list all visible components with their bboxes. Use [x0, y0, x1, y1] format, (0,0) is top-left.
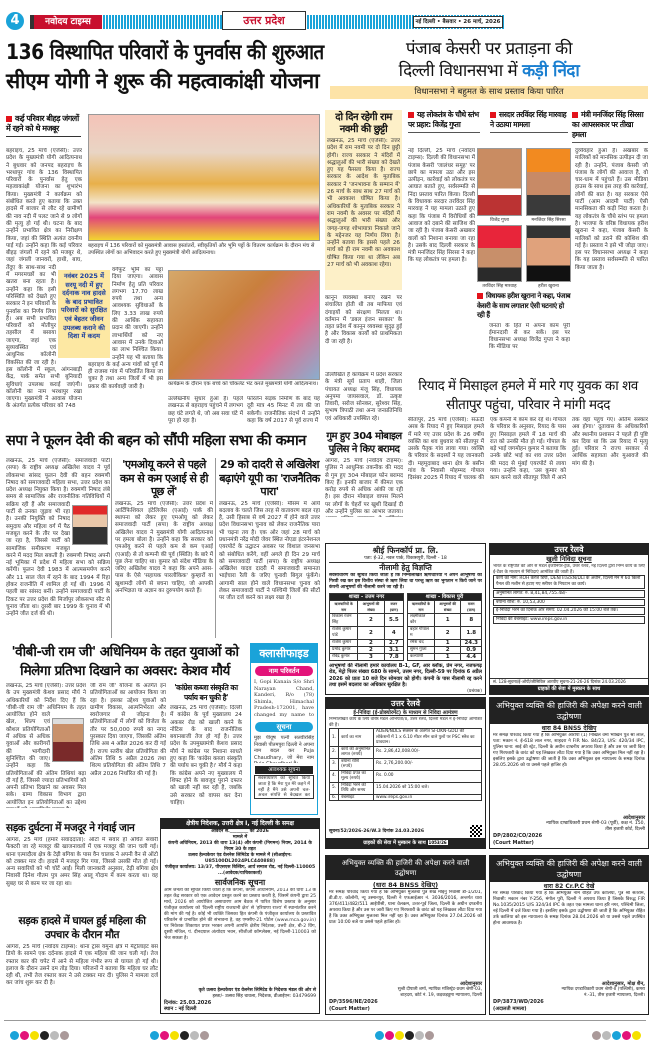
- road-accident-body: आगरा, 25 मार्च (हमारे संवाददाता): ऑटो में सवार हो अचिंत सवारी फैक्टरी जा रहे मजदूर की खाजनावलों में एक मजदूर की जान चली गई। थाना एत्मादौला क्षेत्र के टेढ़ी बगिया के पास वैन चालक ने अपनी वैन से ऑटो को टक्कर मार दी। हादसे में मजदूर गिर गया, जिससे उसकी मौत हो गई। अन्य सवारियों को भी चोटें आईं। मिली जानकारी अनुसार, टेढ़ी बगिया क्षेत्र निवासी दिनेश गौतम पुत्र अमर सिंह आलू गोदाम में काम करता था। वह सुबह घर से काम पर जा रहा था।: [6, 837, 158, 887]
- section-title: उत्तर प्रदेश: [222, 11, 306, 30]
- qr-code-icon: [470, 825, 482, 837]
- auction-cell: 2: [358, 614, 384, 627]
- rail-ad-items: [490, 575, 648, 678]
- portrait-harish-khurana: [526, 225, 571, 282]
- lead-headline-line-2: सीएम योगी ने शुरू की महत्वाकांक्षी योजना: [6, 69, 320, 93]
- dadri-headline: 29 को दादरी से अखिलेश बढ़ाएंगे यूपी का 'राजनैतिक पारा': [219, 458, 320, 498]
- woman-accident-body: आगरा, 25 मार्च (नवोदय टाइम्स): थाना ट्रांस यमुना क्षेत्र में मेट्रोलाइट बस डिपो के सामने एक दर्दनाक हादसे में एक महिला की जान चली गई। तेज रफ्तार कार की चपेट में आने से महिला गंभीर रूप से घायल हो गई थी। इलाज के दौरान उसने दम तोड़ दिया। परिजनों ने बताया कि महिला घर लौट रही थी, तभी तेज रफ्तार कार ने उसे टक्कर मार दी। पुलिस ने मामला दर्ज कर जांच शुरू कर दी है।: [6, 944, 158, 987]
- mou-body: लखनऊ, 25 मार्च (एजेंसी): उत्तर प्रदेश में आर्टिफिशियल इंटेलिजेंस (एआई) पार्क की स्थापना को लेकर हुए एमओयू को लेकर समाजवादी पार्टी (सपा) के राष्ट्रीय अध्यक्ष अखिलेश यादव ने मुख्यमंत्री योगी आदित्यनाथ पर हमला बोला है। उन्होंने कहा कि सरकार को एमओयू करने से पहले कम से कम एआई (एआई) से तो कम्पनी की पूर्व (स्थिति) के बारे में पूछ लेना चाहिए था। कुमार को संदेश मीडिया के जरिए अखिलेश यादव ने कहा कि अपने आस-पास के ऐसे 'सहायक पारलौकिक' कुम्हारों या खुशामदी लोगों से बचना चाहिए, जो आपकी अनभिज्ञता या अज्ञान का दुरुपयोग करते हैं।: [115, 500, 213, 595]
- auction-cell: 1: [434, 654, 461, 661]
- court-ad-title: अभियुक्त व्यक्ति की हाजिरी की अपेक्षा करने वाली उद्घोषणा: [490, 698, 648, 724]
- vbg-headline-line-1: 'वीबी-जी राम जी' अधिनियम के तहत युवाओं को: [11, 644, 239, 660]
- auction-cell: प्रमोद कुमार: [330, 647, 358, 654]
- auction-cell: लक्ष्मीकांत कौर: [408, 614, 435, 627]
- auction-cell: 1: [434, 640, 461, 647]
- court3-ad-section: धारा 82 Cr.P.C देखें: [543, 883, 595, 890]
- auction-cell: 2.7: [384, 640, 403, 647]
- auction-cell: 7.8: [384, 654, 403, 661]
- court-ad-matter: (Court Matter): [493, 840, 534, 846]
- tender-item: अनुमानित लागत: रु. 8,41,84,755.48/-: [493, 590, 645, 598]
- court-proclamation-ad-1: [489, 697, 649, 849]
- tender-row: [330, 770, 482, 782]
- road-accident-headline: सड़क दुर्घटना में मजदूर ने गंवाई जान: [6, 822, 135, 834]
- auction-cell: राजेश कुमार पांडे: [330, 627, 358, 640]
- col-header: ऋणधारियों के नाम: [330, 601, 358, 614]
- mca-public-notice-ad: [160, 818, 320, 1014]
- mou-headline: 'एमओयू करने से पहले कम से कम एआई से ही पूछ लें': [120, 458, 208, 498]
- tender-item: निविदा की वेबसाइट: www.ireps.gov.in: [493, 616, 645, 624]
- classified-tag-notice: सूचना: [255, 722, 313, 732]
- vbg-headline: [6, 643, 244, 681]
- auction-row: [408, 640, 482, 647]
- lead-photo-event: [88, 114, 320, 241]
- finecorp-address: पता: ई-32, नवल पार्क, विकासपुरी, दिल्ली - 18: [329, 556, 482, 563]
- mobiles-headline: गुम हुए 304 मोबाइल पुलिस ने किए बरामद: [326, 431, 402, 455]
- court2-ad-body: मेरे समक्ष परिवाद किया गया है कि अभियुक्त मुजतबा पुत्र शेख मोइनु निवासी डी-1/201, डी.डी.ए. कॉलोनी, न्यू उस्मानपुर, दिल्ली ने एफआईआर नं. 3036/2016, अन्तर्गत धारा 376/411/482/511 आईपीसी, थाना वेलकम, उत्तर-पूर्व जिला, दिल्ली के अधीन दण्डनीय अपराध किया है और उस पर जारी किए गए गिरफ्तारी के वारंट को यह लिखकर लौटा दिया गया है कि उक्त अभियुक्त मुजतबा मिल नहीं रहा है। उक्त अभियुक्त दिनांक 27.04.2026 को प्रातः 10:00 बजे या उससे पहले हाजिर हो।: [329, 890, 482, 925]
- court-ad-section: धारा 84 BNSS देखिए: [541, 725, 597, 732]
- rail2-ad-intro: निम्नलिखित कार्य के लिये वरिष्ठ मंडल अभियंता/II, उत्तर रेलवे, दिल्ली मंडल ने ई-निविदा आमंत्रित की है।: [329, 717, 482, 728]
- auction-row: [408, 627, 482, 640]
- tender-row: [330, 758, 482, 770]
- court2-ad-sign: आदेशानुसार: [460, 981, 482, 988]
- rail-ad-subtitle: खुली निविदा सूचना: [546, 555, 592, 563]
- lead-body-2-text: वर्गफुट भूमि का पट्टा दिया जाएगा। आवास निर्माण हेतु प्रति परिवार लगभग 17.70 लाख रुपये तथा अन्य आवश्यक सुविधाओं के लिए 3.33 लाख रुपये की आर्थिक सहायता प्रदान की जाएगी। उन्होंने लाभार्थियों को नए आवास में उनके दिवाओं का लाभ निश्चित किया। उन्होंने यह भी बताया कि बहराइच के कई अन्य गांवों को पूर्व में ही राजस्व गांव में परिवर्तित किया जा चुका है तथा अन्य जिलों में भी इस प्रकार की कार्यवाही जारी है।: [88, 267, 163, 390]
- auction-cell: 2: [434, 627, 461, 640]
- road-news-column: [6, 821, 158, 1015]
- mca-notice-title: सार्वजनिक सूचना: [214, 878, 266, 887]
- mca-line: उत्सव हेल्थकेयर एंड वेलनेस लिमिटेड के मामले में (सीआईएन: U85100DL2024PLC440888): [188, 853, 292, 864]
- classified-notice-1: I, Gopi Kanaia S/o Shri Narayan Chand, Kanderi, R/o (78) Shimla, Himachal Pradesh-172001, have changed my name to: [254, 679, 314, 718]
- mobiles-story: [325, 430, 403, 517]
- mca-signatory: कृते उत्सव हेल्थकेयर एंड वेलनेस लिमिटेड के निदेशक मंडल की ओर से: [198, 988, 316, 993]
- pk-headline-highlight: कड़ी निंदा: [522, 61, 580, 81]
- color-registration-marks: [150, 1025, 210, 1044]
- col-header: आभूषणों की संख्या: [434, 601, 461, 614]
- congress-quote-story: [170, 683, 242, 808]
- color-registration-marks: [375, 1025, 435, 1044]
- pk-headline-line-1: पंजाब केसरी पर प्रताड़ना की: [405, 39, 573, 59]
- pk-mid-story: [477, 292, 572, 374]
- rail2-ad-title: उत्तर रेलवे: [326, 698, 485, 709]
- lead-headline: [6, 38, 324, 96]
- ram-navami-headline: दो दिन रहेगी राम नवमी की छुट्टी: [335, 112, 392, 135]
- auction-cell: 4: [384, 627, 403, 640]
- tender-cell: 15.04.2026 को 15:00 बजे।: [374, 782, 482, 794]
- mca-date: दिनांक: 25.03.2026: [164, 1000, 212, 1006]
- congress-quote-body: लखनऊ, 25 मार्च (एजेंसी): दिल्ली में कांग्रेस के पूर्व मुख्यालय 24 अकबर रोड को खाली करने के नोटिस के बाद राजनीतिक बयानबाजी तेज हो गई है। उत्तर प्रदेश के उपमुख्यमंत्री केशव प्रसाद मौर्य ने कांग्रेस पर निशाना साधते हुए कहा कि 'कांग्रेस कब्जा संस्कृति की पर्याय बन चुकी है।' मौर्य ने कहा कि कांग्रेस अपने नए मुख्यालय में शिफ्ट होने के बावजूद पुराने दफ्तर को खाली नहीं कर रही है, जबकि उसे सरकार को वापस कर देना चाहिए।: [170, 705, 242, 806]
- branch-heading: शाखा - उत्तम नगर: [330, 594, 404, 601]
- portrait-manjinder-sirsa: [526, 148, 571, 216]
- auction-cell: 2: [358, 627, 384, 640]
- rail-ad-ref: सं. 128-सूचना/ई-ओपी/जीसिविल आरपीए सूचना-21-26-26 दिनांक 24.03.2026: [490, 678, 648, 685]
- sp-body-text: लखनऊ, 25 मार्च (एजेंसी): समाजवादी पार्टी (सपा) के राष्ट्रीय अध्यक्ष अखिलेश यादव ने पूर्व लोकसभा सांसद फूलन देवी की बहन रुक्मणी निषाद को समाजवादी महिला सभा, उत्तर प्रदेश का प्रदेश अध्यक्ष नियुक्त किया है। रुक्मणी निषाद लंबे समय से सामाजिक और राजनीतिक गतिविधियों में सक्रिय रही हैं और समाजवादी पार्टी से उनका जुड़ाव भी रहा है। उनकी नियुक्ति को निषाद समुदाय और महिला वर्ग में पैठ मजबूत करने के तौर पर देखा जा रहा है, जिससे पार्टी को सामाजिक समीकरण मजबूत करने में मदद मिल सकती है। रुक्मणी निषाद अपनी नई भूमिका में प्रदेश में महिला सभा को सक्रिय करेंगी। फूलन देवी 1983 में आत्मसमर्पण करने और 11 साल जेल में रहने के बाद 1994 में रिहा होकर राजनीति में शामिल हो गई थीं। 1996 में पहली बार सांसद बनीं। उन्होंने समाजवादी पार्टी के टिकट पर उत्तर प्रदेश की मिर्जापुर लोकसभा सीट से चुनाव जीता था। दूसरी बार 1999 के चुनाव में भी उन्होंने जीत दर्ज की थी।: [6, 458, 110, 618]
- tender-row: [330, 746, 482, 758]
- paper-logo: नवोदय टाइम्स: [30, 15, 102, 29]
- auction-cell: 0.9: [461, 647, 482, 654]
- tender-row: [330, 794, 482, 801]
- col-header: वजन (ग्राम): [384, 601, 403, 614]
- mca-signatory-name: हस्ता/- उत्सव सिंह चावला, निदेशक, डीआईएन: 03479699: [212, 994, 316, 999]
- court2-ad-code: DP/3596/NE/2026: [329, 999, 378, 1005]
- auction-row: [330, 647, 404, 654]
- ram-navami-body: लखनऊ, 25 मार्च (एजेंसी): उत्तर प्रदेश में राम नवमी पर दो दिन छुट्टी होगी। राज्य सरकार ने मंदिरों में श्रद्धालुओं की भारी संख्या को देखते हुए यह फैसला किया है। राज्य सरकार के आदेश के मुताबिक सरकार ने 'जनभावना के सम्मान में' 26 मार्च के साथ साथ 27 मार्च को भी अवकाश घोषित किया है। अधिकारियों के मुताबिक सरकार ने राम नवमी के अवसर पर मंदिरों में श्रद्धालुओं की भारी संख्या और जगह-जगह शोभायात्रा निकाले जाने के मद्देनजर यह निर्णय लिया है। उन्होंने बताया कि इससे पहले 26 मार्च को ही राम नवमी का अवकाश घोषित किया गया था लेकिन अब 27 मार्च को भी अवकाश रहेगा।: [327, 138, 400, 269]
- pk-col-1-body: नई दिल्ली, 25 मार्च (नवोदय टाइम्स): दिल्ली की विधानसभा में पंजाब केसरी 'जालंधर समूह' पर छापे का मामला उठा और इस उत्पीड़न, कार्रवाई को लोकतंत्र पर आघात बताते हुए, सर्वसम्मति से निंदा प्रस्ताव पारित किया। दिल्ली के विधायक सरदार तरविंदर सिंह मारवाह ने यह मामला उठाते हुए कहा कि पंजाब में विरोधियों की आवाज को दबाने की साजिश की जा रही है। पंजाब केसरी अखबार वालों को निशाना बनाया जा रहा है। उसके बाद दिल्ली सरकार के मंत्री मनजिंदर सिंह सिरसा ने कहा कि यह लोकतंत्र पर हमला है।: [408, 148, 475, 264]
- tender-cell: 3.: [330, 758, 339, 770]
- finecorp-footer: आभूषणों की नीलामी हमारे कार्यालय B-1, GF, आर ब्लॉक, प्रेम नगर, नजफगढ़ रोड, मेट्रो पिलर संख्या 680 के सामने, उत्तम नगर, दिल्ली-59 पर दिनांक 6 अप्रैल 2026 को प्रातः 10 बजे दिन सोमवार को होगी। कंपनी के पास नीलामी रद्द करने तथा इसमें बदलाव का अधिकार सुरक्षित है।: [329, 663, 482, 689]
- vbg-headline-line-2: मिलेगा प्रतिभा दिखाने का अवसर: केशव मौर्य: [20, 663, 230, 679]
- pk-headline-line-2-text: दिल्ली विधानसभा में: [398, 61, 523, 81]
- dadri-story: [219, 458, 320, 638]
- portrait-tarvinder-marwah: [477, 225, 522, 282]
- color-registration-marks: [592, 1025, 642, 1044]
- portrait-caption: मनजिंदर सिंह सिरसा: [531, 218, 566, 223]
- dadri-body: लखनऊ, 25 मार्च (एजेंसी): मौसम में आये बदलाव के चलते जिस तरह से वातावरण बदल रहा है, उसी हिसाब से वर्ष 2027 में होने वाले उत्तर प्रदेश विधानसभा चुनाव को लेकर राजनैतिक पारा भी चढ़ना तय है। एक ओर जहां 28 मार्च को प्रधानमंत्री नरेंद्र मोदी जेवर स्थित नोएडा इंटरनेशनल एयरपोर्ट के उद्घाटन अवसर पर विशाल जनसभा को संबोधित करेंगे, वहीं अगले ही दिन 29 मार्च को समाजवादी पार्टी (सपा) के राष्ट्रीय अध्यक्ष अखिलेश यादव दादरी में समाजवादी समानता भाईचारा रैली के जरिए चुनावी बिगुल फूंकेंगे। आगामी साल होने वाले विधानसभा चुनाव को लेकर समाजवादी पार्टी ने पश्चिमी जिलों की सीटों पर जीत दर्ज करने का लक्ष्य रखा है।: [219, 500, 320, 602]
- vbg-body-text: लखनऊ, 25 मार्च (एजेंसी): उत्तर प्रदेश के उप मुख्यमंत्री केशव प्रसाद मौर्य ने अधिकारियों को निर्देश दिए हैं कि 'वीबी-जी राम जी' अधिनियम के तहत आयोजित होने वाले खेल, शिल्प एवं कौशल प्रतियोगिताओं में अधिक से अधिक युवाओं और कारीगरों की भागीदारी सुनिश्चित की जाए। उन्होंने कहा कि प्रतियोगिताओं की अंतिम तिथियां बढ़ा दी गई हैं, जिससे ज्यादा प्रतिभागियों को अपनी प्रतिभा दिखाने का अवसर मिल सके। ग्राम्य विकास विभाग द्वारा आयोजित इन प्रतियोगिताओं का उद्देश्य: [6, 683, 86, 806]
- woman-accident-headline: सड़क हादसे में घायल हुई महिला की उपचार के दौरान मौत: [18, 915, 146, 941]
- pk-col-3-body: दुर्व्यवहार हुआ है। अखबार के मालिकों को मानसिक उत्पीड़न दी जा रही है। उन्होंने, पंजाब केसरी जो पंजाब के लोगों की आवाज है, वो चार-धाम में पहुंचते हैं। उस मीडिया हाउस के साथ इस तरह की कार्रवाई, लोगों की बात है। यह सरकार ऐसे पार्टी (आम आदमी पार्टी) ऐसी मानसिकता की कड़ी निंदा करता है। यह लोकतंत्र के चौथे स्तंभ पर हमला है। भाजपा के वरिष्ठ विधायक हरीश खुराना ने कहा, पंजाब केसरी के मालिकों को डराने की कोशिश की गई है। प्रस्ताव ने इसे भी जोड़ा जाए। इस पर विधानसभा अध्यक्ष ने कहा कि यह प्रस्ताव सर्वसम्मति से पारित किया जाता है।: [575, 148, 648, 271]
- auction-row: [408, 654, 482, 661]
- tender-cell: ADEN/NDLS सेक्शन के अंतर्गत SI-DKN-GDLI की लोकेशनों में 1 x 6.10 मीटर स्पैन वाले पुलों पर PSC स्लैब का प्रावधान।: [374, 729, 482, 747]
- bullet-icon: [490, 112, 496, 118]
- color-registration-marks: [10, 1025, 70, 1044]
- tender-cell: www.ireps.gov.in: [374, 794, 482, 801]
- bullet-icon: [408, 112, 414, 118]
- tender-cell: वेबसाइट: [339, 794, 374, 801]
- auction-cell: 24.3: [461, 640, 482, 647]
- court2-ad-matter: (Court Matter): [329, 1006, 370, 1012]
- lead-body-text: बहराइच, 25 मार्च (एजेंसी): उत्तर प्रदेश के मुख्यमंत्री योगी आदित्यनाथ ने बुधवार को जनपद बहराइच के भरथापुर गांव के 136 विस्थापित परिवारों के पुनर्वास हेतु एक महत्वाकांक्षी योजना का शुभारंभ किया। मुख्यमंत्री ने कार्यक्रम को संबोधित करते हुए बताया कि उक्त हादसे में बाजार से लौट रहे ग्रामीणों की नाव नदी में पलट जाने से 9 लोगों की मृत्यु हो गई थी। घटना के बाद उन्होंने प्रभावित क्षेत्र का निरीक्षण किया, जहां की स्थिति अत्यंत दयनीय पाई गई। उन्होंने कहा कि कई परिवार बीहड़ जंगलों में रहने को मजबूर थे, जहां जंगली जानवरों, हाथी, बाघ, तेंदुए के साथ-साथ नदी में मगरमच्छों का भी खतरा बना रहता है। उन्होंने कहा कि इसी परिस्थिति को देखते हुए सरकार ने इन परिवारों के पुनर्वास का निर्णय लिया है। अब सभी प्रभावित परिवारों को मोतीपुर तहसील में बसाया जाएगा, जहां एक सुव्यवस्थित एवं आधुनिक कॉलोनी विकसित की जा रही है। इस कॉलोनी में स्कूल, आंगनबाड़ी केंद्र, पार्क समेत सभी बुनियादी सुविधाएं उपलब्ध कराई जाएंगी। कॉलोनी का नाम भरथापुर रखा जाएगा। मुख्यमंत्री ने आवास योजना के अंतर्गत प्रत्येक परिवार को 748: [6, 148, 82, 410]
- court-ad-code: DP/2802/CO/2026: [493, 833, 543, 839]
- bullet-icon: [6, 116, 12, 122]
- court-proclamation-ad-3: [489, 855, 649, 1015]
- pk-col-2-headline: सरदार तरविंदर सिंह मारवाह ने उठाया मामला: [490, 110, 568, 133]
- portrait-caption: विजेंद्र गुप्ता: [490, 218, 509, 223]
- rail2-ad-slogan: ग्राहकों की सेवा में मुस्कान के साथ 1053/26: [326, 838, 485, 848]
- auction-row: [330, 654, 404, 661]
- court-ad-body: मेरे समक्ष परिवाद किया गया है कि अभियुक्त आरोपी (1) निखिल वर्मा भीखिन पुत्र श्री लाल, पता: मकान नं. ई-618 लाल नगर, शाहदरा ने FIR No. 84/23, U/S: 420/34 IPC, पुलिस थाना: साई की स्ट्रेट, दिल्ली के अधीन दण्डनीय अपराध किया है और उस पर जारी किए गए गिरफ्तारी के वारंट को यह लिखकर लौटा दिया गया है कि उक्त अभियुक्त मिल नहीं रहा है। इसलिए इसके द्वारा उद्घोषणा की जाती है कि उक्त अभियुक्त इस न्यायालय के समक्ष दिनांक 28.05.2026 को या उससे पहले हाजिर हो।: [493, 733, 645, 768]
- sp-headline: सपा ने फूलन देवी की बहन को सौंपी महिला सभा की कमान: [6, 433, 306, 449]
- lead-callout: नवंबर 2025 में सरयू नदी में हुए दर्दनाक नाव हादसे के बाद प्रभावित परिवारों को सुरक्षित एवं बेहतर जीवन उपलब्ध कराने की दिशा में कदम: [58, 270, 110, 358]
- classified-tag-important: आवश्यक सूचना: [255, 766, 313, 774]
- finecorp-sign: (प्रबंधक): [467, 688, 482, 694]
- rail2-ad-subtitle: ई-निविदा (ई-प्रोक्योरमेंट) के माध्यम से निविदा आमंत्रण: [353, 710, 458, 716]
- portrait-vijender-gupta: [477, 148, 522, 216]
- court3-ad-officer: न्यायिक दण्डाधिकारी प्रथम श्रेणी-II (पश्चिमी), कमरा नं.-31, तीस हजारी न्यायालय, दिल्ली।: [561, 987, 645, 999]
- mca-place: स्थान : नई दिल्ली: [164, 1006, 197, 1012]
- finecorp-title: नीलामी हेतु विज्ञप्ति: [379, 563, 432, 572]
- tender-cell: कार्य की अनुमानित लागत (रुपये): [339, 746, 374, 758]
- pk-headline-line-2: [330, 60, 648, 82]
- bullet-icon: [572, 112, 578, 118]
- tender-cell: 2.: [330, 746, 339, 758]
- side-headline: कई परिवार बीहड़ जंगलों में रहने को थे मजबूर: [6, 114, 81, 137]
- pk-subhead-khurana: विधायक हरीश खुराना ने कहा, पंजाब केसरी के साथ लगातार ऐसी घटनाएं हो रही हैं: [477, 292, 571, 319]
- classified-notice-2: मुझ पीयूष पत्नी सतवीरसिंह निवासी पीतमपुरा दिल्ली ने अपना नाम बदल कर Puja Chaudhary, जो मेरा नाम: [254, 735, 314, 761]
- auction-row: [408, 614, 482, 627]
- lead-body-4: फोरलेन सड़क निर्माण के बाद यह दूरी मात्र 45 मिनट में तय की जा सकेगी। राजनीतिक संदर्भ में उन्होंने कहा कि वर्ष 2017 से पूर्व राज्य में: [247, 396, 320, 424]
- ram-navami-body-2: कानून व्यवस्था बनाए रखने पर संचालित होती थी तब माफिया एवं दंगाइयों को संरक्षण मिलता था। वर्तमान में 'डबल इंजन सरकार' के तहत प्रदेश में कानून व्यवस्था सुदृढ़ हुई है और विकास कार्यों को प्राथमिकता दी जा रही है।: [325, 295, 402, 345]
- classified-tag-name-change: नाम परिवर्तन: [255, 666, 313, 676]
- lead-body-3: उल्लेखनीय सुधार हुआ है। पहले लखनऊ से बहराइच पहुंचने में लगभग छह घंटे लगते थे, जो अब सवा घंटे में पूरा हो रहा है।: [168, 396, 243, 424]
- northern-railway-etender-ad: [325, 697, 486, 849]
- auction-cell: सुमन गुप्ता: [408, 647, 435, 654]
- col-header: वजन (ग्राम): [461, 601, 482, 614]
- mca-line: पंजीकृत कार्यालय: 13/37, पीएसएस बिल्डिंग, आर्य समाज रोड, नई दिल्ली-110005 ...(आवेदक/याचिकाकर्ता): [164, 865, 316, 876]
- auction-cell: 4.4: [461, 654, 482, 661]
- court-proclamation-ad-2: [325, 855, 486, 1015]
- auction-cell: 1.8: [461, 627, 482, 640]
- branch-heading: शाखा - विकास पुरी: [408, 594, 482, 601]
- classified-box: [250, 643, 318, 815]
- tender-row: [330, 782, 482, 794]
- tender-cell: निविदा भरने की तिथि और समय: [339, 782, 374, 794]
- vbg-body-2: जी राम जी' योजना के अंतर्गत इन प्रतियोगिताओं का आयोजन किया जा रहा है। इसका उद्देश्य युवाओं को ग्रामीण विकास, आत्मनिर्भरता और स्वरोजगार से जोड़ना है। प्रतियोगिताओं में लोगों को विजेता के तौर पर 50,000 रुपये का नगद पुरस्कार दिया जाएगा, जिसकी अंतिम तिथि अब 4 अप्रैल 2026 कर दी गई है। राज्य स्तरीय खेल प्रतियोगिता की अंतिम तिथि 5 अप्रैल 2026 तथा शिल्प प्रतियोगिता की अंतिम तिथि 7 अप्रैल 2026 निर्धारित की गई है।: [90, 683, 166, 777]
- classified-title: क्लासीफाइड: [251, 644, 317, 663]
- portrait-caption: तरविंदर सिंह मारवाह: [482, 284, 517, 289]
- auction-cell: 3: [358, 654, 384, 661]
- auction-cell: 1: [434, 614, 461, 627]
- riyad-body: सीतापुर, 25 मार्च (एजेंसी): सऊदी अरब के रियाद में हुए मिसाइल हमले में मारे गए उत्तर प्रदेश के 26 वर्षीय व्यक्ति का शव बुधवार को सीतापुर में उसके पैतृक गांव लाया गया। व्यक्ति के परिवार के सदस्यों ने यह जानकारी दी। महमूदाबाद थाना क्षेत्र के बसीन गांव के निवासी मोहम्मद गोपाल दिसंबर 2025 में रियाद में चालक की एक कंपनी में काम कर रहे थे। गोपाल के परिवार के अनुसार, रियाद के पास हुए मिसाइल हमले में 18 मार्च की रात को उनकी मौत हो गई। गोपाल के बड़े भाई जगमोहन कुमार ने बताया कि उनके छोटे भाई का शव उत्तर प्रदेश की मदद से मुंबई एयरपोर्ट से लाया गया। उन्होंने कहा, 'उस कुमार को काम करने वाले सीतापुर जिले में आने तक वहां पहुंच गए। अंतिम संस्कार अब होगा।' दूतावास के अधिकारियों और स्थानीय प्रशासन ने पहले ही पुष्टि कर दिया था कि उस रियाद में मृत्यु हुई। परिवार ने राज्य सरकार से आर्थिक सहायता और मुआवजे की मांग की है।: [408, 417, 648, 482]
- ram-navami-box: [325, 110, 402, 290]
- auction-cell: रविंद्र कुमार: [330, 654, 358, 661]
- pk-col-3-headline: मंत्री मनजिंदर सिंह सिरसा का आपसरकार पर तीखा हमला: [572, 110, 648, 143]
- classified-notice-3: सर्वसाधारण को सूचित किया जाता है कि मेरा पुत्र मेरे कहने में नहीं है मैंने उसे अपनी चल-अचल संपत्ति से बेदखल कर: [254, 775, 314, 799]
- lead-body-2: [88, 267, 163, 427]
- finecorp-auction-ad: [325, 543, 486, 695]
- auction-cell: राजेश कुमार: [330, 640, 358, 647]
- tender-cell: कार्य का नाम: [339, 729, 374, 747]
- ad-code: 1053/26: [428, 840, 447, 845]
- column-rule: [215, 458, 216, 638]
- auction-cell: विकास रंजन सिंह: [330, 614, 358, 627]
- court-ad-officer: न्यायिक दण्डाधिकारी प्रथम श्रेणी-03 (पूर्वी), कक्ष नं. 150, तीस हजारी कोर्ट, दिल्ली: [546, 821, 645, 832]
- finecorp-table-branch-1: [329, 593, 404, 661]
- tender-cell: निविदा प्रपत्र का मूल्य (रुपये): [339, 770, 374, 782]
- rail-ad-slogan: ग्राहकों की सेवा में मुस्कान के साथ: [490, 685, 648, 694]
- keshav-maurya-photo: [52, 718, 84, 762]
- col-header: आभूषणों की संख्या: [358, 601, 384, 614]
- tender-cell: 5.: [330, 782, 339, 794]
- tender-cell: बयाना राशि (रुपये): [339, 758, 374, 770]
- court2-ad-title: अभियुक्त व्यक्ति की हाजिरी की अपेक्षा करने वाली उद्घोषणा: [326, 856, 485, 880]
- col-header: ऋणधारियों के नाम: [408, 601, 435, 614]
- court-ad-sign: आदेशानुसार: [623, 815, 645, 821]
- mca-line: कंपनी अधिनियम, 2013 की धारा 13(4) और कंपनी (निगमन) नियम, 2014 के नियम 30 के तहत: [168, 841, 312, 852]
- dateline: नई दिल्ली • बैसवार • 26 मार्च, 2026: [413, 16, 503, 28]
- rail2-ad-table: [329, 728, 482, 801]
- northern-railway-tender-ad: [489, 543, 649, 695]
- congress-quote-headline: 'कांग्रेस कब्जा संस्कृति का पर्याय बन चुकी है': [174, 683, 238, 702]
- auction-cell: रमेश चंद: [408, 640, 435, 647]
- auction-row: [408, 647, 482, 654]
- tender-cell: 4.: [330, 770, 339, 782]
- auction-cell: 2: [358, 647, 384, 654]
- rail-ad-title: उत्तर रेलवे: [490, 544, 648, 555]
- portrait-caption: हरीश खुराना: [538, 284, 559, 289]
- masthead: [0, 0, 650, 36]
- tender-item: कार्य का नाम: ROH कैरेज डिपो, DEN/TrackN/DLI के अधीन, दिल्ली मेन में 60 किलो पैनल की मशीन से हटाए गए स्लीपर के निपटान का कार्य।: [493, 575, 645, 589]
- court3-ad-title: अभियुक्त व्यक्ति की हाजिरी की अपेक्षा करने वाली उद्घोषणा: [490, 856, 648, 882]
- court2-ad-officer: सुश्री दीपाली शर्मा, न्यायिक मजिस्ट्रेट-प्रथम श्रेणी-03, शाहदरा, कोर्ट नं. 19, कड़कड़डूमा न्यायालय, दिल्ली: [397, 987, 482, 999]
- footer-rule: [4, 1020, 646, 1021]
- court3-ad-sign: आदेशानुसार, मोक्ष शैन,: [601, 981, 645, 988]
- punjab-kesari-headline: [330, 38, 648, 82]
- auction-cell: बहार गोपाल म: [408, 627, 435, 640]
- finecorp-intro: सर्वसाधारण को सूचित किया जाता है कि निम्नलिखित ऋणधारियों ने अपने आभूषणों की गिरवी रख कर इस वित्तीय संस्था से ऋण लिया था परन्तु ऋण का भुगतान न किये जाने पर कंपनी आभूषणों की नीलामी करने जा रही है।: [329, 573, 482, 590]
- akhilesh-photo: [72, 505, 108, 545]
- auction-row: [330, 640, 404, 647]
- page-number-badge: 4: [6, 12, 24, 30]
- pk-mid-body: जनता के हित में अपना काम पूरी ईमानदारी से कर सकें। इस पर विधानसभा अध्यक्ष विजेंद्र गुप्ता ने कहा कि मीडिया पर: [489, 322, 570, 351]
- auction-cell: 2: [358, 640, 384, 647]
- mca-notice-header: क्षेत्रीय निदेशक, उत्तरी क्षेत्र I, नई दिल्ली के समक्ष: [161, 819, 319, 829]
- tender-cell: 6.: [330, 794, 339, 801]
- court2-ad-section: (धारा 84 BNSS देखिए): [372, 881, 439, 889]
- auction-cell: 8: [461, 614, 482, 627]
- riyad-story: [408, 377, 648, 517]
- tender-cell: Rs. 2,86,42,008.00/-: [374, 746, 482, 758]
- mca-notice-body: आम जनता को सूचित किया जाता है कि कंपनी, कंपनी अधिनियम, 2013 की धारा 13 के तहत केंद्र सरकार को एक आवेदन प्रस्तुत करने का प्रस्ताव करती है, जिसमें कंपनी द्वारा 25 मार्च, 2026 को आयोजित असाधारण आम बैठक में पारित विशेष प्रस्ताव के अनुसार पंजीकृत कार्यालय को 'दिल्ली राष्ट्रीय राजधानी क्षेत्र' से 'हरियाणा राज्य' में स्थानांतरित करने की मांग की गई है। कोई भी व्यक्ति जिसका हित कंपनी के पंजीकृत कार्यालय के प्रस्तावित परिवर्तन से प्रभावित होने की संभावना है, वह एमसीए-21 पोर्टल (www.mca.gov.in) पर निवेशक शिकायत प्रपत्र भरकर अपनी आपत्ति क्षेत्रीय निदेशक, उत्तरी क्षेत्र, बी-2 विंग, दूसरी मंजिल, पं. दीनदयाल अंत्योदय भवन, सीजीओ कॉम्प्लेक्स, नई दिल्ली-110003 को भेज सकता है।: [164, 888, 316, 941]
- column-rule: [111, 458, 112, 638]
- court3-ad-body: मेरे समक्ष परिवाद किया गया है कि अभियुक्त नाम रोहित उर्फ कालिया, पुत्र श्री संतराम, निवासी: मकान नंबर Y-256, मंगोल पुरी, दिल्ली ने अपराध किया है जिसके विरुद्ध FIR No.1035/2015 U/S 324/34 IPC के तहत एक मामला थाना हरि नगर, पश्चिमी जिला, नई दिल्ली में दर्ज किया गया है। इसलिए इसके द्वारा उद्घोषणा की जाती है कि अभियुक्त रोहित उर्फ कालिया को इस न्यायालय के समक्ष दिनांक 28.04.2026 को या उससे पहले उपस्थित होना आवश्यक है।: [493, 891, 645, 926]
- lead-photo-child: [168, 270, 320, 380]
- tender-cell: 1.: [330, 729, 339, 747]
- lead-photo-caption-2: कार्यक्रम के दौरान एक बच्चे को चॉकलेट भेंट करते मुख्यमंत्री योगी आदित्यनाथ।: [168, 381, 319, 387]
- pk-col-1-headline: यह लोकतंत्र के चौथे स्तंभ पर प्रहार: विजेंद्र गुप्ता: [408, 110, 480, 133]
- mca-line: आवेदन सं.________ का 2026: [211, 829, 269, 834]
- mou-story: [115, 458, 213, 638]
- sp-body: [6, 458, 110, 638]
- ram-navami-body-3: उल्लिखित है कार्यक्रम में प्रदेश सरकार के मंत्री सूर्य प्रताप शाही, जिला पंचायत अध्यक्ष मंजू सिंह, विधायक अनुपमा जायसवाल, डॉ. उत्कृष्ट तिवारी, सरोज सोनकर, सुरेश्वर सिंह, सुभाष त्रिपाठी तथा अन्य जनप्रतिनिधि एवं अधिकारी उपस्थित रहे।: [325, 372, 402, 422]
- rail2-ad-ref: सूचना/52/2026-26/W.3 दिनांक 24.03.2026: [329, 829, 425, 834]
- auction-cell: 5.5: [384, 614, 403, 627]
- mca-line: मामले में: [232, 835, 248, 840]
- finecorp-company: श्रीई फिनकॉर्प प्रा. लि.: [372, 546, 439, 555]
- auction-row: [330, 614, 404, 627]
- tender-row: [330, 729, 482, 747]
- lead-headline-line-1: 136 विस्थापित परिवारों के पुनर्वास की शुरुआत: [6, 40, 324, 64]
- court3-ad-matter: (अदालती मामला): [493, 1006, 527, 1012]
- pk-subhead: विधानसभा ने बहुमत के साथ प्रस्ताव किया पारित: [330, 86, 648, 99]
- bullet-icon: [477, 293, 483, 299]
- riyad-headline: रियाद में मिसाइल हमले में मारे गए युवक का शव सीतापुर पहुंचा, परिवार ने मांगी मदद: [418, 378, 638, 413]
- auction-cell: 2: [434, 647, 461, 654]
- court3-ad-code: DP/3873/WD/2026: [493, 999, 544, 1005]
- auction-row: [330, 627, 404, 640]
- tender-cell: Rs. 0.00: [374, 770, 482, 782]
- rail-ad-intro: भारत के राष्ट्रपति की ओर से मंडल इंजीनियर-ट्रैक, उत्तर रेलवे, नई दिल्ली द्वारा निम्न कार्य के लिए ई-टेंडर के माध्यम से निविदाएं आमंत्रित की जाती हैं।: [493, 564, 645, 575]
- lead-photo-caption: बहराइच में 136 परिवारों को मुख्यमंत्री आवास हस्तांतरों, स्वीकृतियों और भूमि पट्टों के वितरण कार्यक्रम के दौरान मंच से उपस्थित लोगों का अभिवादन करते हुए मुख्यमंत्री योगी आदित्यनाथ।: [88, 243, 315, 256]
- mobiles-body: आगरा, 25 मार्च (नवोदय टाइम्स): पुलिस ने आधुनिक तकनीक की मदद से गुम हुए 304 मोबाइल फोन बरामद किए हैं। इनकी बाजार में कीमत एक करोड़ रुपये से अधिक आंकी जा रही है। इस दौरान मोबाइल वापस मिलने पर लोगों के चेहरों पर खुशी दिखाई दी और उन्होंने पुलिस का आभार जताया।: [325, 458, 403, 516]
- auction-cell: 3.1: [384, 647, 403, 654]
- tender-item: बयाना राशि: रु. 10,53,300: [493, 599, 645, 607]
- tender-item: ई-निविदा भरने का दिनांक और समय: 02.04.2026 को 15:00 बजे तक।: [493, 607, 645, 615]
- tender-cell: Rs. 2,76,200.00/-: [374, 758, 482, 770]
- finecorp-table-branch-2: [407, 593, 482, 661]
- auction-cell: कल्याणी: [408, 654, 435, 661]
